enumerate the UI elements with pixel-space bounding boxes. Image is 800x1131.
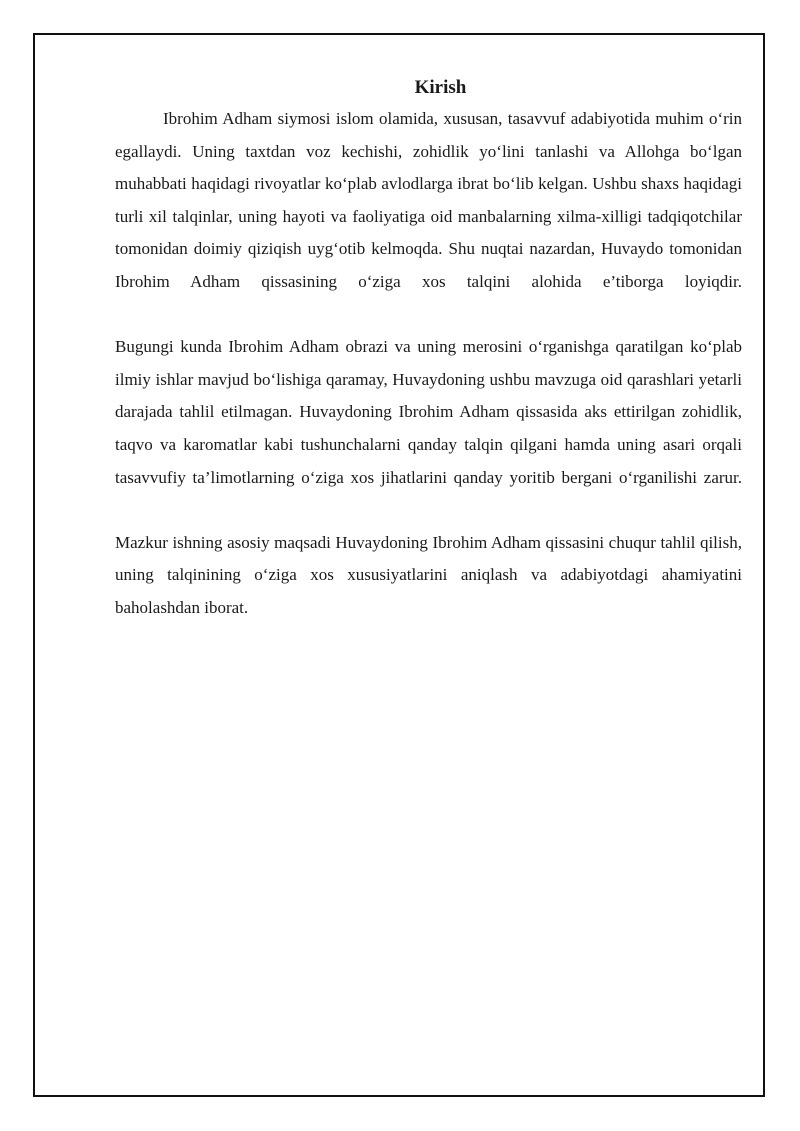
paragraph-problem: Bugungi kunda Ibrohim Adham obrazi va uning merosini o‘rganishga qaratilgan ko‘plab ilmiy ishlar mavjud bo‘lishiga qaramay, Huvaydoning ushbu mavzuga oid qarashlari yetarli darajada tahlil etilmagan. Huvaydoning Ibrohim Adham qissasida aks ettirilgan zohidlik, taqvo va karomatlar kabi tushunchalarni qanday talqin qilgani hamda uning asari orqali tasavvufiy ta’limotlarning o‘ziga xos jihatlarini qanday yoritib bergani o‘rganilishi zarur. [115, 337, 742, 487]
document-body [115, 74, 742, 625]
paragraph-goal: Mazkur ishning asosiy maqsadi Huvaydoning Ibrohim Adham qissasini chuqur tahlil qilish, uning talqinining o‘ziga xos xususiyatlarini aniqlash va adabiyotdagi ahamiyatini baholashdan iborat. [115, 532, 742, 617]
paragraph-intro: Ibrohim Adham siymosi islom olamida, xususan, tasavvuf adabiyotida muhim o‘rin egallaydi. Uning taxtdan voz kechishi, zohidlik yo‘lini tanlashi va Allohga bo‘lgan muhabbati haqidagi rivoyatlar ko‘plab avlodlarga ibrat bo‘lib kelgan. Ushbu shaxs haqidagi turli xil talqinlar, uning hayoti va faoliyatiga oid manbalarning xilma-xilligi tadqiqotchilar tomonidan doimiy qiziqish uyg‘otib kelmoqda. Shu nuqtai nazardan, Huvaydo tomonidan Ibrohim Adham qissasining o‘ziga xos talqini alohida e’tiborga loyiqdir. [115, 109, 742, 291]
paragraph-spacer [115, 494, 742, 527]
paragraph-spacer [115, 299, 742, 332]
section-title: Kirish [414, 77, 467, 98]
